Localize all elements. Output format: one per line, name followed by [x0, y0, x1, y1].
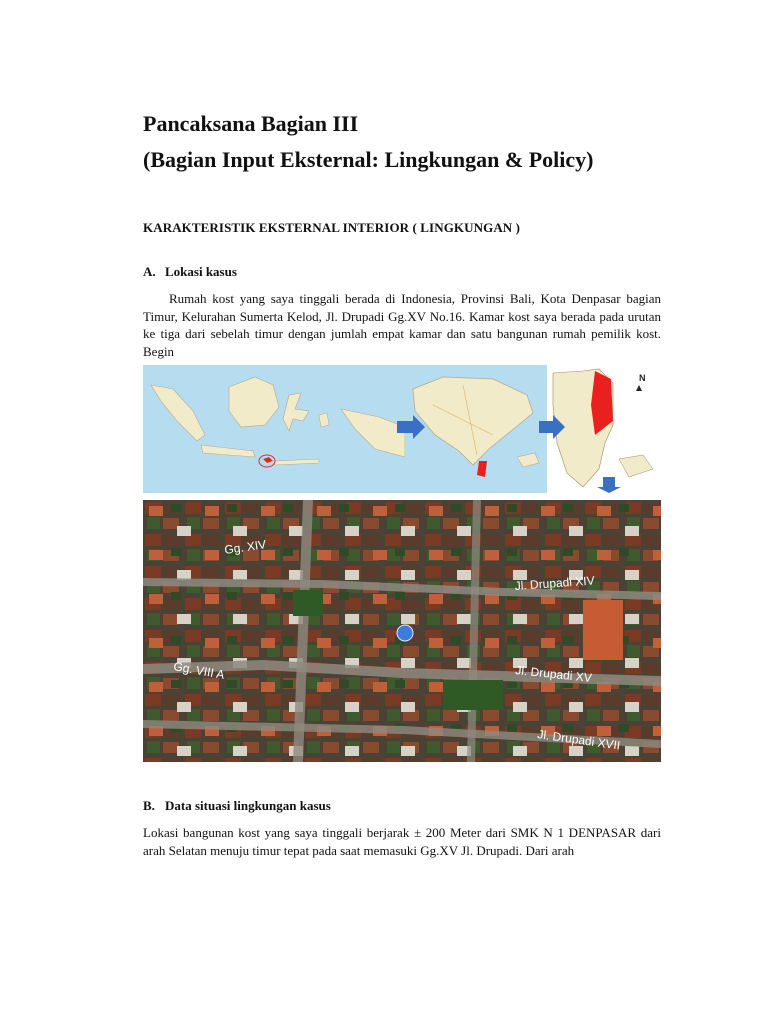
bali-map [405, 365, 547, 493]
document-subtitle: (Bagian Input Eksternal: Lingkungan & Policy) [143, 147, 594, 172]
section-b-number: B. [143, 798, 155, 813]
aerial-satellite-image [143, 500, 661, 762]
section-a-paragraph [143, 290, 661, 360]
section-a-heading [143, 264, 237, 280]
label-gg-viii-a: Gg. VIII A [172, 659, 226, 682]
label-drupadi-xvii: Jl. Drupadi XVII [536, 727, 622, 753]
location-maps-figure [143, 365, 661, 493]
section-a-title: Lokasi kasus [165, 264, 237, 279]
document-title: Pancaksana Bagian III [143, 111, 359, 136]
section-a-number: A. [143, 264, 156, 279]
denpasar-map [549, 365, 661, 493]
label-drupadi-xiv: Jl. Drupadi XIV [514, 573, 596, 593]
section-b-heading [143, 798, 331, 814]
section-a-text: Rumah kost yang saya tinggali berada di Indonesia, Provinsi Bali, Kota Denpasar bagian Timur, Kelurahan Sumerta Kelod, Jl. Drupadi Gg.XV No.16. Kamar kost saya berada pada urutan ke tiga dari sebelah timur dengan jumlah empat kamar dan satu bangunan rumah pemilik kost. Begin [143, 291, 661, 359]
section-b-paragraph: Lokasi bangunan kost yang saya tinggali berjarak ± 200 Meter dari SMK N 1 DENPASAR dari arah Selatan menuju timur tepat pada saat memasuki Gg.XV Jl. Drupadi. Dari arah [143, 825, 661, 858]
label-drupadi-xv: Jl. Drupadi XV [514, 663, 593, 686]
indonesia-map [143, 365, 405, 493]
label-gg-xiv: Gg. XIV [223, 537, 268, 557]
section-heading: KARAKTERISTIK EKSTERNAL INTERIOR ( LINGKUNGAN ) [143, 220, 521, 235]
location-marker [397, 625, 413, 641]
north-symbol: N [639, 373, 646, 383]
section-b-title: Data situasi lingkungan kasus [165, 798, 331, 813]
